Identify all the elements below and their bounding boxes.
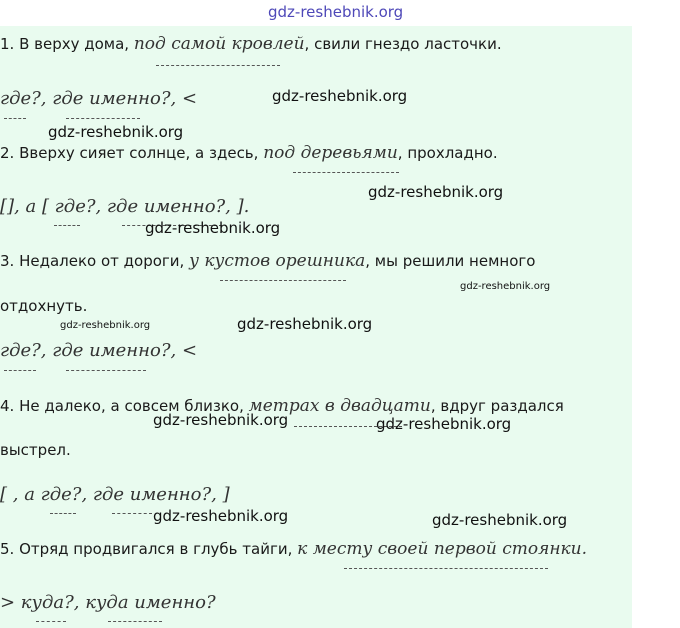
sentence-2	[0, 143, 498, 163]
sentence-3	[0, 251, 535, 271]
scheme-5: > куда?, куда именно?	[0, 592, 216, 613]
sentence-2-adverbial: под деревьями	[263, 143, 398, 163]
watermark: gdz-reshebnik.org	[145, 219, 281, 237]
watermark: gdz-reshebnik.org	[153, 507, 289, 525]
watermark: gdz-reshebnik.org	[432, 511, 568, 529]
sentence-2-underline	[293, 172, 399, 173]
watermark: gdz-reshebnik.org	[272, 87, 408, 105]
sentence-2-lead: 2. Вверху сияет солнце, а здесь,	[0, 144, 264, 162]
sentence-5-lead: 5. Отряд продвигался в глубь тайги,	[0, 540, 298, 558]
sentence-4-continuation: выстрел.	[0, 441, 71, 459]
scheme-1: где?, где именно?, <	[0, 88, 198, 109]
sentence-5-adverbial: к месту своей первой стоянки.	[297, 539, 588, 559]
sentence-1	[0, 34, 502, 54]
sentence-4-lead: 4. Не далеко, а совсем близко,	[0, 397, 249, 415]
scheme-3-underline-b	[66, 370, 146, 371]
sentence-1-adverbial: под самой кровлей	[133, 34, 305, 54]
watermark: gdz-reshebnik.org	[237, 315, 373, 333]
scheme-1-underline-a	[4, 118, 26, 119]
watermark: gdz-reshebnik.org	[48, 123, 184, 141]
sentence-3-adverbial: у кустов орешника	[189, 251, 366, 271]
scheme-4-underline-a	[50, 513, 76, 514]
sentence-4-adverbial: метрах в двадцати	[248, 396, 431, 416]
scheme-1-underline-b	[66, 118, 140, 119]
sentence-3-lead: 3. Недалеко от дороги,	[0, 252, 190, 270]
watermark-small: gdz-reshebnik.org	[460, 281, 551, 292]
sentence-1-lead: 1. В верху дома,	[0, 35, 134, 53]
sentence-1-underline	[156, 65, 280, 66]
watermark: gdz-reshebnik.org	[376, 415, 512, 433]
scheme-2: [], а [ где?, где именно?, ].	[0, 196, 250, 217]
scheme-4-underline-b	[112, 513, 152, 514]
scheme-5-underline-a	[36, 621, 66, 622]
sentence-5-underline	[344, 568, 548, 569]
sentence-3-continuation: отдохнуть.	[0, 297, 88, 315]
sentence-3-underline	[220, 280, 346, 281]
scheme-4: [ , а где?, где именно?, ]	[0, 484, 230, 505]
sentence-1-tail: , свили гнездо ласточки.	[304, 35, 502, 53]
watermark-small: gdz-reshebnik.org	[60, 320, 151, 331]
watermark: gdz-reshebnik.org	[153, 411, 289, 429]
watermark: gdz-reshebnik.org	[368, 183, 504, 201]
scheme-3-underline-a	[4, 370, 36, 371]
sentence-5	[0, 539, 587, 559]
scheme-3: где?, где именно?, <	[0, 340, 198, 361]
sentence-2-tail: , прохладно.	[397, 144, 498, 162]
watermark-top: gdz-reshebnik.org	[268, 3, 404, 21]
sentence-3-tail: , мы решили немного	[365, 252, 536, 270]
scheme-2-underline-a	[54, 225, 80, 226]
scheme-5-underline-b	[108, 621, 162, 622]
sentence-4-tail: , вдруг раздался	[430, 397, 564, 415]
